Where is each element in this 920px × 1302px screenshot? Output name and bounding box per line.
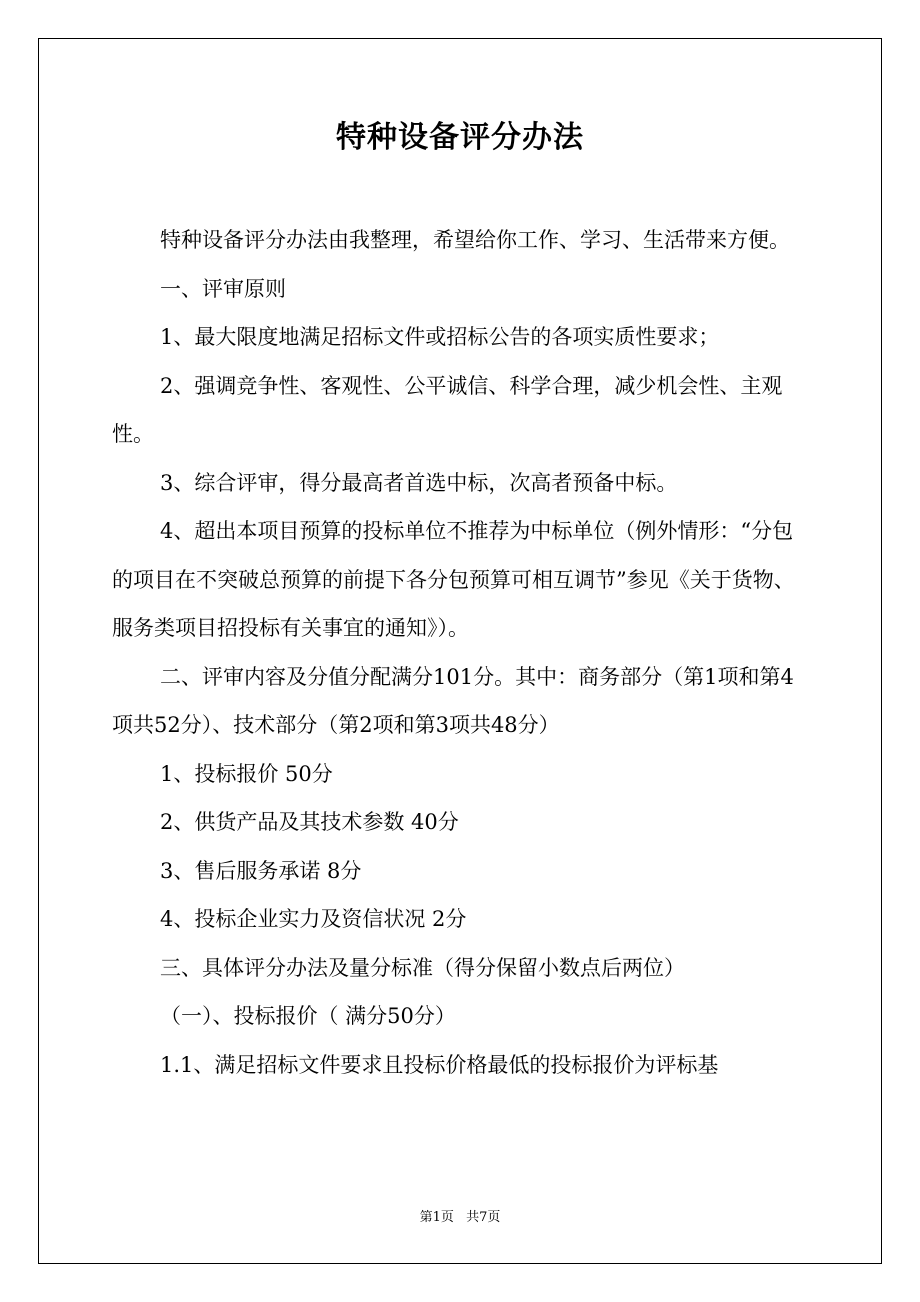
paragraph-principle-4: 4、超出本项目预算的投标单位不推荐为中标单位（例外情形：“分包的项目在不突破总预算的前提下各分包预算可相互调节”参见《关于货物、服务类项目招投标有关事宜的通知》）。 bbox=[112, 519, 795, 640]
list-item-products: 2、供货产品及其技术参数 40分 bbox=[160, 810, 459, 834]
paragraph-intro: 特种设备评分办法由我整理，希望给你工作、学习、生活带来方便。 bbox=[160, 228, 790, 252]
total-pages: 共7页 bbox=[466, 1210, 501, 1225]
list-item-bid-price: 1、投标报价 50分 bbox=[160, 761, 333, 786]
list-item-enterprise-strength: 4、投标企业实力及资信状况 2分 bbox=[160, 907, 467, 931]
paragraph-principle-1: 1、最大限度地满足招标文件或招标公告的各项实质性要求； bbox=[160, 325, 720, 349]
subheading-bid-price: （一）、投标报价（ 满分50分） bbox=[160, 1004, 456, 1028]
page-number: 第1页 bbox=[419, 1210, 454, 1225]
paragraph-principle-3: 3、综合评审，得分最高者首选中标，次高者预备中标。 bbox=[160, 470, 678, 495]
document-title: 特种设备评分办法 bbox=[336, 120, 584, 155]
page-footer bbox=[0, 1206, 920, 1225]
paragraph-1-1: 1.1、满足招标文件要求且投标价格最低的投标报价为评标基 bbox=[160, 1052, 719, 1077]
list-item-after-sales: 3、售后服务承诺 8分 bbox=[160, 858, 362, 883]
paragraph-principle-2: 2、强调竞争性、客观性、公平诚信、科学合理，减少机会性、主观性。 bbox=[112, 373, 783, 446]
document-body bbox=[112, 216, 812, 1089]
heading-scoring-content: 二、评审内容及分值分配满分101分。其中：商务部分（第1项和第4项共52分）、技术部分（第2项和第3项共48分） bbox=[112, 664, 794, 737]
heading-scoring-method: 三、具体评分办法及量分标准（得分保留小数点后两位） bbox=[160, 955, 685, 980]
heading-review-principles: 一、评审原则 bbox=[160, 276, 286, 301]
